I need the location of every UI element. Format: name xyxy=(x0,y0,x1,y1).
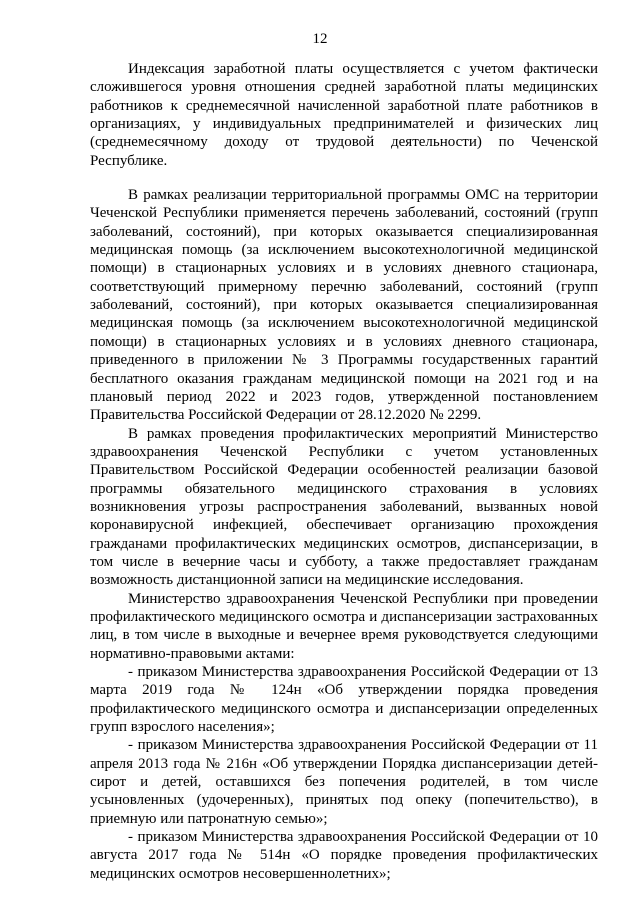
paragraph-oms-program: В рамках реализации территориальной программы ОМС на территории Чеченской Республики применяется перечень заболеваний, состояний (групп заболеваний, состояний), при которых оказывается специализированная медицинская помощь (за исключением высокотехнологичной медицинской помощи) в стационарных условиях и в условиях дневного стационара, соответствующий примерному перечню заболеваний, состояний (групп заболеваний, состояний), при которых оказывается специализированная медицинская помощь (за исключением высокотехнологичной медицинской помощи) в стационарных условиях и в условиях дневного стационара, приведенного в приложении № 3 Программы государственных гарантий бесплатного оказания гражданам медицинской помощи на 2021 год и на плановый период 2022 и 2023 годов, утвержденной постановлением Правительства Российской Федерации от 28.12.2020 № 2299. xyxy=(90,187,598,424)
paragraph-preventive-measures: В рамках проведения профилактических мероприятий Министерство здравоохранения Чеченской Республики с учетом установленных Правительством Российской Федерации особенностей реализации базовой программы обязательного медицинского страхования в условиях возникновения угрозы распространения заболеваний, вызванных новой коронавирусной инфекцией, обеспечивает организацию прохождения гражданами профилактических медицинских осмотров, диспансеризации, в том числе в вечерние часы и субботу, а также предоставляет гражданам возможность дистанционной записи на медицинские исследования. xyxy=(90,425,598,589)
paragraph-gap xyxy=(90,170,598,186)
list-item-order-216n: - приказом Министерства здравоохранения Российской Федерации от 11 апреля 2013 года № 216н «Об утверждении Порядка диспансеризации детей-сирот и детей, оставшихся без попечения родителей, в том числе усыновленных (удочеренных), принятых под опеку (попечительство), в приемную или патронатную семью»; xyxy=(90,737,598,827)
paragraph-salary-indexation: Индексация заработной платы осуществляется с учетом фактически сложившегося уровня отношения средней заработной платы медицинских работников к среднемесячной начисленной заработной плате работников в организациях, у индивидуальных предпринимателей и физических лиц (среднемесячному доходу от трудовой деятельности) по Чеченской Республике. xyxy=(90,61,598,169)
list-item-order-124n: - приказом Министерства здравоохранения Российской Федерации от 13 марта 2019 года № 124н «Об утверждении порядка проведения профилактического медицинского осмотра и диспансеризации определенных групп взрослого населения»; xyxy=(90,664,598,736)
paragraph-ministry-acts: Министерство здравоохранения Чеченской Республики при проведении профилактического медицинского осмотра и диспансеризации застрахованных лиц, в том числе в выходные и вечернее время руководствуется следующими нормативно-правовыми актами: xyxy=(90,590,598,662)
page-number: 12 xyxy=(312,31,328,47)
list-item-order-514n: - приказом Министерства здравоохранения Российской Федерации от 10 августа 2017 года № 514н «О порядке проведения профилактических медицинских осмотров несовершеннолетних»; xyxy=(90,829,598,882)
document-body xyxy=(90,60,598,883)
